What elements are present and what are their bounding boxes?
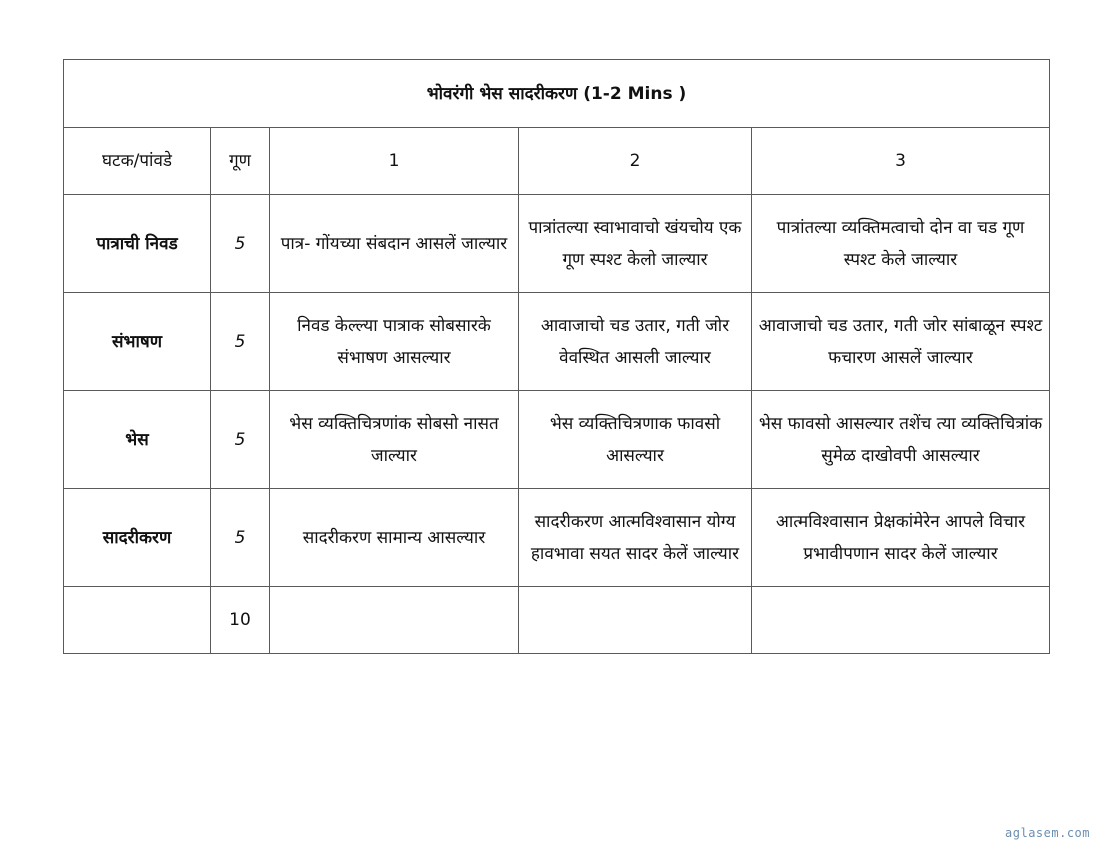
total-level-2-cell bbox=[519, 587, 752, 654]
level-3-cell: भेस फावसो आसल्यार तशेंच त्या व्यक्तिचित्रांक सुमेळ दाखोवपी आसल्यार bbox=[752, 391, 1050, 489]
watermark-text: aglasem.com bbox=[1005, 826, 1090, 840]
level-1-cell: पात्र- गोंयच्या संबदान आसलें जाल्यार bbox=[270, 195, 519, 293]
header-criterion: घटक/पांवडे bbox=[64, 128, 211, 195]
marks-cell: 5 bbox=[211, 489, 270, 587]
table-row bbox=[64, 293, 1050, 391]
header-level-2: 2 bbox=[519, 128, 752, 195]
table-row bbox=[64, 391, 1050, 489]
level-2-cell: सादरीकरण आत्मविश्वासान योग्य हावभावा सयत सादर केलें जाल्यार bbox=[519, 489, 752, 587]
table-title: भोवरंगी भेस सादरीकरण (1-2 Mins ) bbox=[64, 60, 1050, 128]
rubric-table bbox=[63, 59, 1050, 654]
total-level-1-cell bbox=[270, 587, 519, 654]
level-3-cell: आवाजाचो चड उतार, गती जोर सांबाळून स्पश्ट फचारण आसलें जाल्यार bbox=[752, 293, 1050, 391]
title-row bbox=[64, 60, 1050, 128]
criterion-cell: सादरीकरण bbox=[64, 489, 211, 587]
total-row bbox=[64, 587, 1050, 654]
header-level-3: 3 bbox=[752, 128, 1050, 195]
level-2-cell: भेस व्यक्तिचित्रणाक फावसो आसल्यार bbox=[519, 391, 752, 489]
total-level-3-cell bbox=[752, 587, 1050, 654]
criterion-cell: संभाषण bbox=[64, 293, 211, 391]
criterion-cell: भेस bbox=[64, 391, 211, 489]
header-row bbox=[64, 128, 1050, 195]
criterion-cell: पात्राची निवड bbox=[64, 195, 211, 293]
level-3-cell: पात्रांतल्या व्यक्तिमत्वाचो दोन वा चड गूण स्पश्ट केले जाल्यार bbox=[752, 195, 1050, 293]
table-row bbox=[64, 195, 1050, 293]
total-marks-cell: 10 bbox=[211, 587, 270, 654]
header-level-1: 1 bbox=[270, 128, 519, 195]
level-3-cell: आत्मविश्वासान प्रेक्षकांमेरेन आपले विचार प्रभावीपणान सादर केलें जाल्यार bbox=[752, 489, 1050, 587]
table-row bbox=[64, 489, 1050, 587]
level-1-cell: सादरीकरण सामान्य आसल्यार bbox=[270, 489, 519, 587]
marks-cell: 5 bbox=[211, 391, 270, 489]
level-2-cell: पात्रांतल्या स्वाभावाचो खंयचोय एक गूण स्पश्ट केलो जाल्यार bbox=[519, 195, 752, 293]
total-criterion-cell bbox=[64, 587, 211, 654]
level-1-cell: भेस व्यक्तिचित्रणांक सोबसो नासत जाल्यार bbox=[270, 391, 519, 489]
header-marks: गूण bbox=[211, 128, 270, 195]
level-2-cell: आवाजाचो चड उतार, गती जोर वेवस्थित आसली जाल्यार bbox=[519, 293, 752, 391]
marks-cell: 5 bbox=[211, 195, 270, 293]
level-1-cell: निवड केल्ल्या पात्राक सोबसारके संभाषण आसल्यार bbox=[270, 293, 519, 391]
marks-cell: 5 bbox=[211, 293, 270, 391]
